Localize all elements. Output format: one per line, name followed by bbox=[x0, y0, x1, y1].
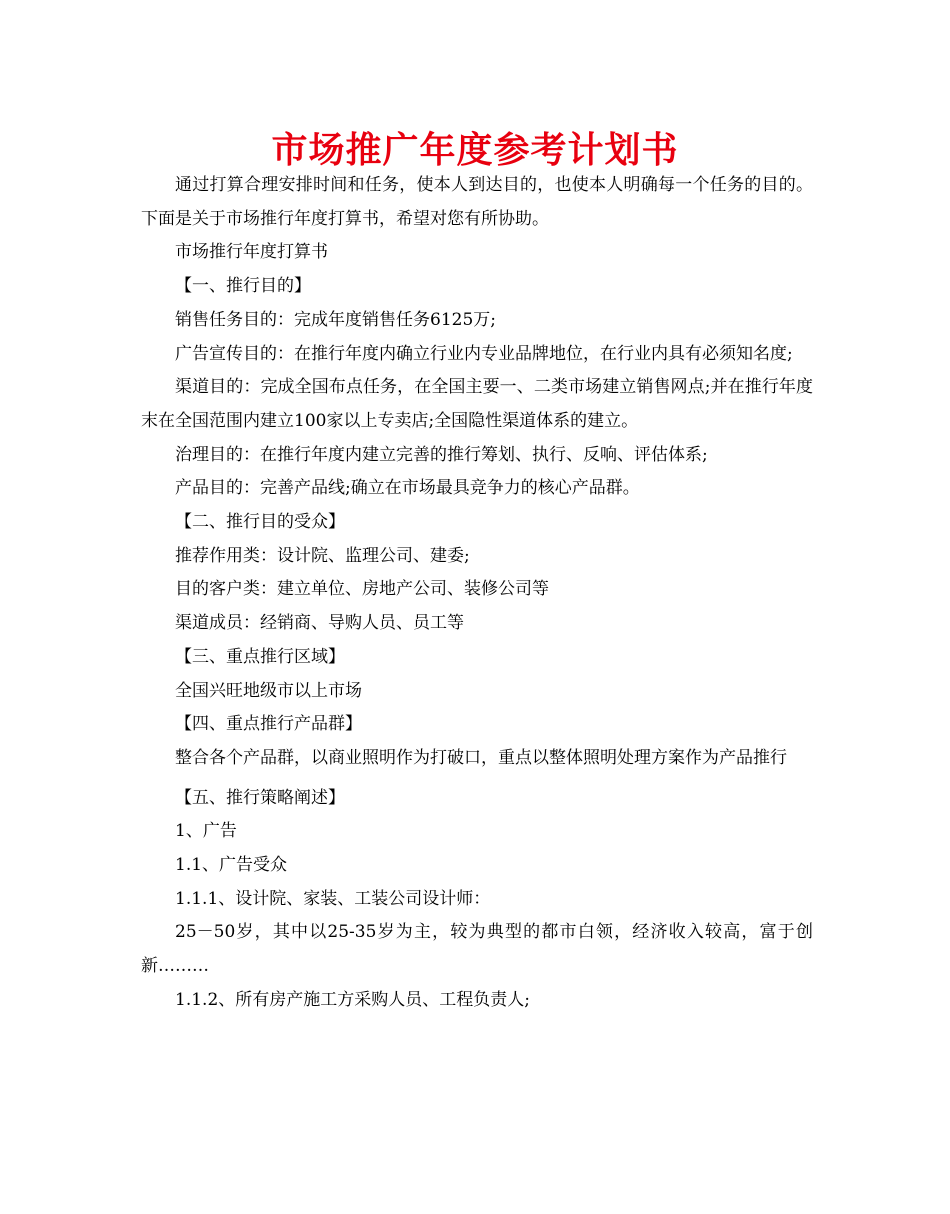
paragraph: 广告宣传目的：在推行年度内确立行业内专业品牌地位，在行业内具有必须知名度; bbox=[175, 343, 793, 364]
section-heading-4: 【四、重点推行产品群】 bbox=[175, 714, 362, 735]
paragraph-subtitle: 市场推行年度打算书 bbox=[175, 242, 328, 263]
section-heading-3: 【三、重点推行区域】 bbox=[175, 646, 345, 667]
paragraph: 渠道成员：经销商、导购人员、员工等 bbox=[175, 613, 464, 634]
section-heading-2: 【二、推行目的受众】 bbox=[175, 512, 345, 533]
paragraph: 治理目的：在推行年度内建立完善的推行筹划、执行、反响、评估体系; bbox=[175, 444, 708, 465]
document-body bbox=[141, 169, 813, 1018]
paragraph: 25－50岁，其中以25-35岁为主，较为典型的都市白领，经济收入较高，富于创新……… bbox=[141, 922, 813, 977]
paragraph: 渠道目的：完成全国布点任务，在全国主要一、二类市场建立销售网点;并在推行年度末在全国范围内建立100家以上专卖店;全国隐性渠道体系的建立。 bbox=[141, 377, 813, 431]
section-heading-1: 【一、推行目的】 bbox=[175, 276, 311, 297]
paragraph: 全国兴旺地级市以上市场 bbox=[175, 680, 362, 701]
paragraph: 目的客户类：建立单位、房地产公司、装修公司等 bbox=[175, 579, 549, 600]
paragraph: 1.1.1、设计院、家装、工装公司设计师： bbox=[175, 888, 491, 909]
section-heading-5: 【五、推行策略阐述】 bbox=[175, 787, 345, 808]
paragraph: 销售任务目的：完成年度销售任务6125万; bbox=[175, 309, 496, 330]
paragraph: 推荐作用类：设计院、监理公司、建委; bbox=[175, 545, 470, 566]
paragraph-intro: 通过打算合理安排时间和任务，使本人到达目的，也使本人明确每一个任务的目的。下面是关于市场推行年度打算书，希望对您有所协助。 bbox=[141, 175, 813, 229]
paragraph: 整合各个产品群，以商业照明作为打破口，重点以整体照明处理方案作为产品推行 bbox=[175, 747, 787, 768]
paragraph: 产品目的：完善产品线;确立在市场最具竞争力的核心产品群。 bbox=[175, 478, 640, 499]
paragraph: 1.1、广告受众 bbox=[175, 855, 288, 876]
document-title: 市场推广年度参考计划书 bbox=[271, 129, 679, 171]
paragraph: 1.1.2、所有房产施工方采购人员、工程负责人; bbox=[175, 989, 530, 1010]
paragraph: 1、广告 bbox=[175, 821, 237, 842]
